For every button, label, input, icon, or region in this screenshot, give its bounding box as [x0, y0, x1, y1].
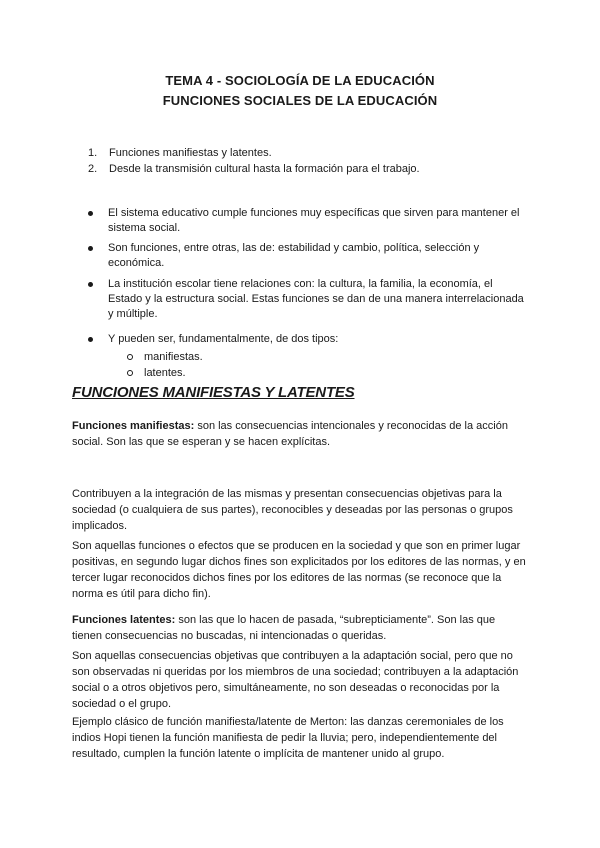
bullet-item — [88, 332, 528, 347]
paragraph-text: Son aquellas funciones o efectos que se producen en la sociedad y que son en primer lugar positivas, en segundo lugar dichos fines son explicitados por los editores de las normas, y en tercer lugar reconocidos dichos fines por los editores de las normas (se reconoce que la norma es útil para dicho fin). — [72, 540, 526, 600]
bullet-text: La institución escolar tiene relaciones con: la cultura, la familia, la economía, el Estado y la estructura social. Estas funciones se dan de una manera interrelacionada y múltiple. — [108, 278, 524, 320]
bullet-text: Y pueden ser, fundamentalmente, de dos tipos: — [108, 333, 339, 345]
sub-bullet-text: manifiestas. — [144, 351, 203, 363]
sub-bullet-item — [127, 350, 203, 365]
paragraph-text: Son aquellas consecuencias objetivas que contribuyen a la adaptación social, pero que no son observadas ni queridas por los miembros de una sociedad; contribuyen a la adaptación social o a otros objetivos pero, simultáneamente, no son deseadas o reconocidas por la sociedad o el grupo. — [72, 650, 519, 710]
paragraph — [72, 538, 528, 602]
paragraph — [72, 648, 528, 712]
bullet-icon — [88, 282, 93, 287]
list-item-text: Desde la transmisión cultural hasta la formación para el trabajo. — [109, 163, 420, 175]
sub-bullet-text: latentes. — [144, 367, 186, 379]
list-number: 2. — [88, 163, 98, 175]
paragraph-text: son las consecuencias intencionales y reconocidas de la acción social. Son las que se esperan y se hacen explícitas. — [72, 420, 508, 448]
paragraph-bold-lead: Funciones manifiestas: — [72, 420, 195, 432]
bullet-item — [88, 277, 528, 322]
paragraph — [72, 612, 528, 644]
bullet-text: El sistema educativo cumple funciones muy específicas que sirven para mantener el sistema social. — [108, 207, 520, 234]
paragraph-text: son las que lo hacen de pasada, “subrepticiamente”. Son las que tienen consecuencias no buscadas, ni intencionadas o queridas. — [72, 614, 496, 642]
section-heading: FUNCIONES MANIFIESTAS Y LATENTES — [72, 384, 355, 401]
paragraph — [72, 418, 528, 450]
paragraph — [72, 486, 528, 534]
paragraph-text: Ejemplo clásico de función manifiesta/latente de Merton: las danzas ceremoniales de los indios Hopi tienen la función manifiesta de pedir la lluvia; pero, independientemente del resultado, cumplen la función latente o implícita de mantener unido al grupo. — [72, 716, 504, 760]
bullet-icon — [88, 246, 93, 251]
list-number: 1. — [88, 147, 98, 159]
bullet-icon — [88, 211, 93, 216]
bullet-icon — [88, 337, 93, 342]
list-item-text: Funciones manifiestas y latentes. — [109, 147, 272, 159]
paragraph-bold-lead: Funciones latentes: — [72, 614, 176, 626]
paragraph-text: Contribuyen a la integración de las mismas y presentan consecuencias objetivas para la sociedad (o cualquiera de sus partes), reconocibles y deseadas por las personas o grupos implicados. — [72, 488, 513, 532]
bullet-text: Son funciones, entre otras, las de: estabilidad y cambio, política, selección y económica. — [108, 242, 480, 269]
hollow-bullet-icon — [127, 354, 133, 360]
hollow-bullet-icon — [127, 370, 133, 376]
paragraph — [72, 714, 528, 762]
bullet-item — [88, 206, 528, 236]
bullet-item — [88, 241, 528, 271]
document-title: TEMA 4 - SOCIOLOGÍA DE LA EDUCACIÓN — [165, 73, 435, 88]
sub-bullet-item — [127, 366, 186, 381]
document-subtitle: FUNCIONES SOCIALES DE LA EDUCACIÓN — [162, 93, 438, 108]
